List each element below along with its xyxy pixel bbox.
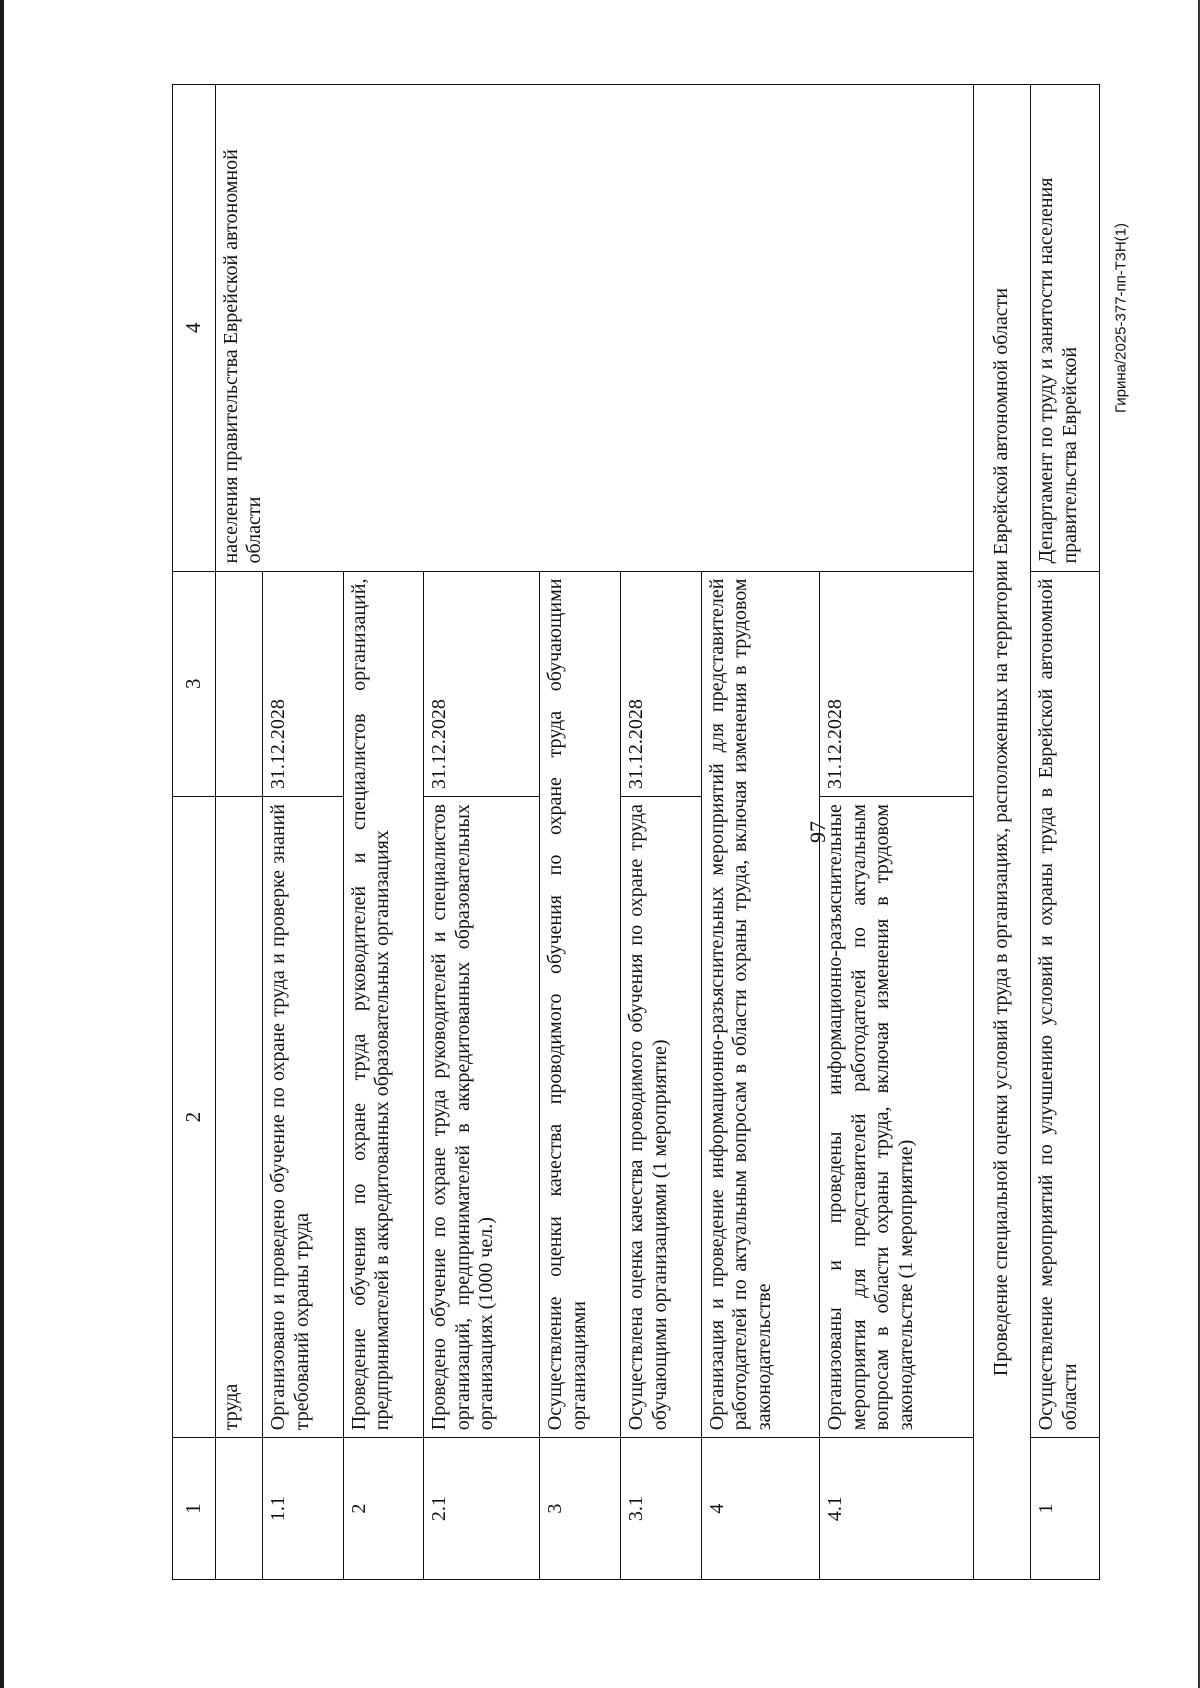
document-code: Гирина/2025-377-пп-ТЗН(1) [1112, 222, 1130, 414]
row-date: 31.12.2028 [263, 571, 344, 797]
row-number: 4 [701, 1438, 820, 1580]
row-number: 1.1 [263, 1438, 344, 1580]
header-col-4: 4 [173, 85, 216, 572]
row-date [215, 571, 262, 797]
row-number: 1 [1031, 1438, 1100, 1580]
header-col-3: 3 [173, 571, 216, 797]
row-number: 3.1 [621, 1438, 702, 1580]
row-number: 2 [343, 1438, 424, 1580]
row-date: 31.12.2028 [621, 571, 702, 797]
row-text: Организация и проведение информационно-разъяснительных мероприятий для представителей работодателей по актуальным вопросам в области охраны труда, включая изменения в трудовом законодательстве [701, 571, 820, 1438]
row-text: Организовано и проведено обучение по охране труда и проверке знаний требований охраны труда [263, 797, 344, 1438]
row-number [215, 1438, 262, 1580]
header-col-2: 2 [173, 797, 216, 1438]
row-date: 31.12.2028 [820, 571, 974, 797]
row-date: 31.12.2028 [424, 571, 540, 797]
row-number: 4.1 [820, 1438, 974, 1580]
page-number: 97 [805, 821, 830, 843]
scan-edge-left [0, 0, 4, 1688]
row-number: 3 [540, 1438, 621, 1580]
table-row [215, 85, 262, 1580]
section-title: Проведение специальной оценки условий труда в организациях, расположенных на территории Еврейской автономной области [974, 85, 1031, 1580]
section-row [974, 85, 1031, 1580]
table-frame [172, 84, 1100, 1580]
row-text: труда [215, 797, 262, 1438]
row-text: Осуществление мероприятий по улучшению условий и охраны труда в Еврейской автономной области [1031, 571, 1100, 1438]
header-row [173, 85, 216, 1580]
row-text: Организованы и проведены информационно-разъяснительные мероприятия для представителей работодателей по актуальным вопросам в области охраны труда, включая изменения в трудовом законодательстве (1 мероприятие) [820, 797, 974, 1438]
row-text: Проведено обучение по охране труда руководителей и специалистов организаций, предпринимателей в аккредитованных образовательных организациях (1000 чел.) [424, 797, 540, 1438]
responsible-cell: населения правительства Еврейской автономной области [215, 85, 974, 572]
row-text: Осуществление оценки качества проводимого обучения по охране труда обучающими организациями [540, 571, 621, 1438]
table-row [1031, 85, 1100, 1580]
row-text: Осуществлена оценка качества проводимого обучения по охране труда обучающими организациями (1 мероприятие) [621, 797, 702, 1438]
responsible-cell: Департамент по труду и занятости населения правительства Еврейской [1031, 85, 1100, 572]
header-col-1: 1 [173, 1438, 216, 1580]
row-text: Проведение обучения по охране труда руководителей и специалистов организаций, предпринимателей в аккредитованных образовательных организациях [343, 571, 424, 1438]
measures-table [172, 84, 1100, 1580]
row-number: 2.1 [424, 1438, 540, 1580]
